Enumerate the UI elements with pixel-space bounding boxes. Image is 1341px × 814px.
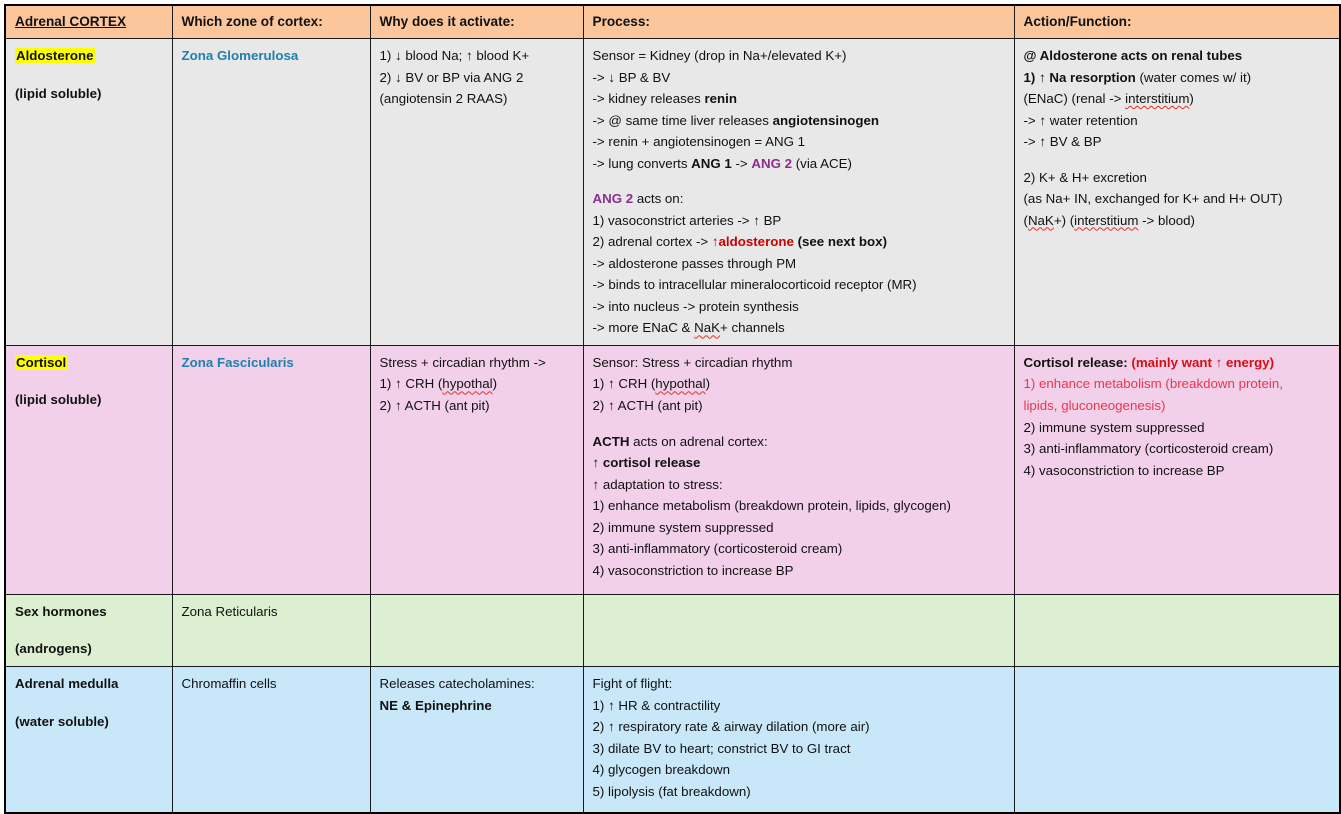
table-row-sex-hormones [5,594,1340,666]
table-header-row [5,5,1340,39]
cell-zone-cortisol [172,345,370,594]
header-cell-zone [172,5,370,39]
process-text: (via ACE) [792,155,852,171]
why-line-1: 1) ↓ blood Na; ↑ blood K+ [379,48,530,64]
process-line-acth: 2) ↑ ACTH (ant pit) [592,397,703,413]
hormone-solubility-cortisol: (lipid soluble) [15,392,102,408]
action-line-enac [1024,88,1332,110]
action-line-immune: 2) immune system suppressed [1023,419,1205,435]
process-line-vasoconstrict: 1) vasoconstrict arteries -> ↑ BP [592,212,782,228]
process-line-lipolysis: 5) lipolysis (fat breakdown) [592,783,751,799]
process-line-renin [593,88,1006,110]
header-cell-adrenal-cortex [5,5,172,39]
cell-why-cortisol [370,345,583,594]
process-text: -> more ENaC & [592,320,695,336]
why-line-2: 1) ↑ CRH (hypothal) [379,376,498,392]
table-row-aldosterone [5,39,1340,346]
process-text: -> lung converts [592,155,692,171]
hormone-solubility-aldosterone: (lipid soluble) [15,85,102,101]
spacer [593,417,1006,431]
header-cell-action [1014,5,1340,39]
hormone-solubility-medulla: (water soluble) [15,713,109,729]
header-label-adrenal-cortex: Adrenal CORTEX [15,14,127,29]
process-bold-ang1: ANG 1 [691,155,732,171]
cell-action-aldosterone [1014,39,1340,346]
cell-process-sex [583,594,1014,666]
action-line-enhance-metabolism: 1) enhance metabolism (breakdown protein, [1023,376,1283,392]
process-text: -> kidney releases [592,91,705,107]
action-line-excretion: 2) K+ & H+ excretion [1023,169,1147,185]
header-label-process: Process: [592,14,650,29]
action-line-title: @ Aldosterone acts on renal tubes [1023,48,1243,64]
process-text: 2) adrenal cortex -> [592,234,712,250]
action-line-nak [1024,210,1332,232]
process-line-immune: 2) immune system suppressed [592,519,774,535]
cell-zone-aldosterone [172,39,370,346]
process-line-hr: 1) ↑ HR & contractility [592,697,721,713]
action-red-energy: (mainly want ↑ energy) [1131,354,1275,370]
process-line-lung-converts [593,153,1006,175]
action-text: ( [1023,212,1028,228]
process-bold-ang2: ANG 2 [751,155,793,171]
process-line-cortisol-release: ↑ cortisol release [592,455,701,471]
cell-action-cortisol [1014,345,1340,594]
process-line-vasoconstriction: 4) vasoconstriction to increase BP [592,562,794,578]
action-text: +) ( [1053,212,1075,228]
spellcheck-nak: NaK [694,320,720,336]
why-line-3: (angiotensin 2 RAAS) [379,91,508,107]
action-line-na-resorption [1024,67,1332,89]
cell-hormone-cortisol [5,345,172,594]
why-line-2: 2) ↓ BV or BP via ANG 2 [379,69,524,85]
process-text: -> [731,155,752,171]
cell-zone-sex [172,594,370,666]
process-red-aldosterone: ↑aldosterone [711,234,794,250]
why-line-catecholamines: Releases catecholamines: [379,675,535,691]
process-line-enhance-metabolism: 1) enhance metabolism (breakdown protein, lipids, glycogen) [592,498,951,514]
action-line-vasoconstriction: 4) vasoconstriction to increase BP [1023,462,1225,478]
process-line-angiotensinogen [593,110,1006,132]
hormone-name-sex: Sex hormones [15,603,107,619]
process-line-passes-pm: -> aldosterone passes through PM [592,255,797,271]
table-row-cortisol [5,345,1340,594]
process-line-sensor: Sensor = Kidney (drop in Na+/elevated K+) [592,48,847,64]
process-line-crh [593,373,1006,395]
header-label-why: Why does it activate: [379,14,515,29]
process-line-bp-bv: -> ↓ BP & BV [592,69,671,85]
cell-hormone-medulla [5,666,172,813]
action-line-water-retention: -> ↑ water retention [1023,112,1138,128]
cell-hormone-aldosterone [5,39,172,346]
process-text: acts on adrenal cortex: [629,433,768,449]
why-line-1: Stress + circadian rhythm -> [379,354,546,370]
header-cell-why [370,5,583,39]
process-purple-ang2: ANG 2 [592,191,634,207]
header-label-action: Action/Function: [1023,14,1132,29]
cell-why-aldosterone [370,39,583,346]
action-text: -> blood) [1138,212,1195,228]
process-line-binds-mr: -> binds to intracellular mineralocorticoid receptor (MR) [592,277,917,293]
table-row-adrenal-medulla [5,666,1340,813]
process-line-respiratory: 2) ↑ respiratory rate & airway dilation (more air) [592,719,870,735]
hormone-name-aldosterone: Aldosterone [16,48,94,64]
process-bold-acth: ACTH [592,433,630,449]
cell-zone-medulla [172,666,370,813]
spellcheck-interstitium: interstitium [1074,212,1139,228]
header-cell-process [583,5,1014,39]
hormone-name-medulla: Adrenal medulla [15,675,119,691]
cell-process-cortisol [583,345,1014,594]
why-line-3: 2) ↑ ACTH (ant pit) [379,397,490,413]
process-bold-see-next-box: (see next box) [793,234,887,250]
why-line-ne-epi: NE & Epinephrine [379,697,492,713]
spellcheck-nak: NaK [1027,212,1054,228]
action-line-anti-inflammatory: 3) anti-inflammatory (corticosteroid cream) [1023,441,1274,457]
spacer [1024,153,1332,167]
hormone-name-cortisol: Cortisol [16,354,67,370]
cell-action-sex [1014,594,1340,666]
cell-hormone-sex [5,594,172,666]
process-line-sensor: Sensor: Stress + circadian rhythm [592,354,793,370]
process-line-nucleus: -> into nucleus -> protein synthesis [592,298,799,314]
action-text: ) [1189,91,1194,107]
process-text: acts on: [633,191,684,207]
action-text: (water comes w/ it) [1135,69,1252,85]
cell-why-medulla [370,666,583,813]
spellcheck-hypothal: hypothal [655,376,706,392]
process-line-dilate-bv: 3) dilate BV to heart; constrict BV to GI tract [592,740,851,756]
process-line-glycogen: 4) glycogen breakdown [592,762,730,778]
process-bold-angiotensinogen: angiotensinogen [772,112,880,128]
action-line-exchange: (as Na+ IN, exchanged for K+ and H+ OUT) [1023,191,1283,207]
zone-name-glomerulosa: Zona Glomerulosa [181,48,299,64]
action-line-bv-bp: -> ↑ BV & BP [1023,134,1102,150]
process-line-fight-flight: Fight of flight: [592,675,673,691]
process-text: -> @ same time liver releases [592,112,773,128]
process-line-adrenal-cortex [593,231,1006,253]
process-line-anti-inflammatory: 3) anti-inflammatory (corticosteroid cream) [592,541,843,557]
action-bold-cortisol-release: Cortisol release: [1023,354,1132,370]
zone-name-reticularis: Zona Reticularis [181,603,278,619]
cell-action-medulla [1014,666,1340,813]
action-line-lipids: lipids, gluconeogenesis) [1023,397,1166,413]
header-label-zone: Which zone of cortex: [181,14,323,29]
cell-process-aldosterone [583,39,1014,346]
hormone-sub-androgens: (androgens) [15,641,92,657]
process-line-acth-acts [593,431,1006,453]
process-line-ang1: -> renin + angiotensinogen = ANG 1 [592,134,806,150]
action-bold-na: 1) ↑ Na resorption [1023,69,1136,85]
zone-name-fascicularis: Zona Fascicularis [181,354,294,370]
spacer [593,174,1006,188]
adrenal-hormones-table-page [0,4,1341,799]
process-line-ang2-acts [593,188,1006,210]
spellcheck-interstitium: interstitium [1125,91,1190,107]
process-line-adaptation: ↑ adaptation to stress: [592,476,723,492]
cell-why-sex [370,594,583,666]
action-line-title [1024,352,1332,374]
spellcheck-hypothal: hypothal [442,376,493,392]
process-text: + channels [719,320,785,336]
adrenal-hormones-table [4,4,1341,814]
process-bold-renin: renin [704,91,737,107]
process-text: ) [705,376,711,392]
zone-name-chromaffin: Chromaffin cells [181,675,277,691]
action-text: (ENaC) (renal -> [1023,91,1126,107]
process-line-enac [593,317,1006,339]
process-text: 1) ↑ CRH ( [592,376,656,392]
cell-process-medulla [583,666,1014,813]
